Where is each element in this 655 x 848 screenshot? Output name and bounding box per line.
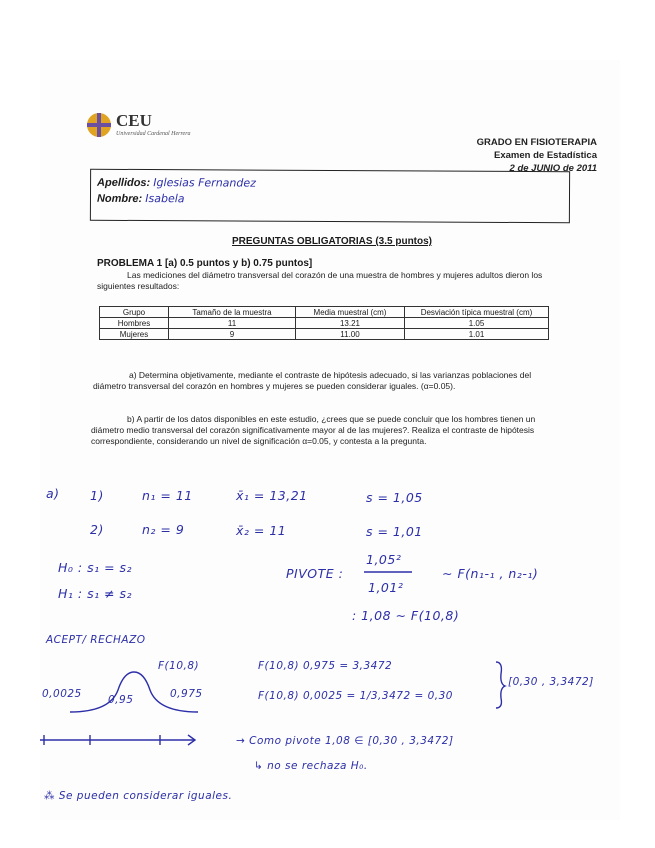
alt-hypothesis: H₁ : s₁ ≠ s₂: [58, 586, 133, 601]
row1-index: 1): [90, 488, 104, 503]
pivote-denominator: 1,01²: [368, 580, 404, 595]
logo-subtitle: Universidad Cardenal Herrera: [116, 131, 191, 137]
table-header: Media muestral (cm): [296, 307, 405, 318]
n2-value: n₂ = 9: [142, 522, 185, 537]
right-brace: [496, 662, 505, 708]
center-area: 0,95: [108, 694, 134, 706]
table-cell: 11: [169, 318, 296, 329]
f-distribution-curve: [70, 672, 198, 712]
alpha-left-area: 0,0025: [42, 688, 82, 700]
surname-value: Iglesias Fernandez: [153, 176, 256, 190]
accept-reject-label: ACEPT/ RECHAZO: [46, 634, 146, 646]
table-cell: Hombres: [100, 318, 169, 329]
exam-date: 2 de JUNIO de 2011: [509, 163, 597, 174]
f-upper: F(10,8) 0,975 = 3,3472: [258, 660, 393, 672]
table-cell: Mujeres: [100, 329, 169, 340]
conclusion-line1: → Como pivote 1,08 ∈ [0,30 , 3,3472]: [236, 735, 454, 747]
surname-label: Apellidos:: [97, 176, 151, 190]
conclusion-line2: ↳ no se rechaza H₀.: [254, 760, 368, 772]
final-answer: ⁂ Se pueden considerar iguales.: [44, 790, 233, 802]
logo-ceu-text: CEU: [116, 111, 152, 130]
pivote-value: : 1,08 ∼ F(10,8): [352, 608, 460, 623]
acceptance-interval: [0,30 , 3,3472]: [508, 676, 594, 688]
table-header: Grupo: [100, 307, 169, 318]
table-cell: 9: [169, 329, 296, 340]
name-value: Isabela: [145, 192, 185, 206]
table-header: Tamaño de la muestra: [169, 307, 296, 318]
curve-label: F(10,8): [158, 660, 200, 672]
problem-intro: Las mediciones del diámetro transversal del corazón de una muestra de hombres y mujeres adultos dieron los siguientes resultados:: [97, 270, 543, 291]
table-cell: 1.01: [405, 329, 549, 340]
f-lower: F(10,8) 0,0025 = 1/3,3472 = 0,30: [258, 690, 453, 702]
answer-part-a: a): [46, 486, 60, 501]
pivote-distribution: ∼ F(n₁-₁ , n₂-₁): [442, 566, 539, 581]
table-header: Desviación típica muestral (cm): [405, 307, 549, 318]
pivote-numerator: 1,05²: [366, 552, 402, 567]
x2-value: x̄₂ = 11: [236, 523, 287, 538]
row2-index: 2): [90, 522, 104, 537]
question-a: a) Determina objetivamente, mediante el contraste de hipótesis adecuado, si las varianzas poblaciones del diámetro transversal del corazón en hombres y mujeres se pueden considerar iguales. (α=0.05).: [93, 370, 532, 391]
pivote-label: PIVOTE :: [286, 566, 344, 581]
exam-name: Examen de Estadística: [494, 150, 597, 161]
table-cell: 1.05: [405, 318, 549, 329]
right-quantile: 0,975: [170, 688, 203, 700]
section-title: PREGUNTAS OBLIGATORIAS (3.5 puntos): [232, 236, 433, 247]
table-cell: 11.00: [296, 329, 405, 340]
question-b: b) A partir de los datos disponibles en este estudio, ¿crees que se puede concluir que los hombres tienen un diámetro medio transversal del corazón significativamente mayor al de las mujeres?. Realiza el contraste de hipótesis correspondiente, considerando un nivel de significación α=0.05, y contesta a la pregunta.: [91, 414, 536, 446]
s2-value: s = 1,01: [366, 524, 423, 539]
table-cell: 13.21: [296, 318, 405, 329]
name-label: Nombre:: [96, 192, 143, 206]
x1-value: x̄₁ = 13,21: [236, 488, 308, 503]
s1-value: s = 1,05: [366, 490, 423, 505]
n1-value: n₁ = 11: [142, 488, 193, 503]
program-name: GRADO EN FISIOTERAPIA: [476, 137, 597, 148]
problem-title: PROBLEMA 1 [a) 0.5 puntos y b) 0.75 puntos]: [97, 258, 313, 269]
null-hypothesis: H₀ : s₁ = s₂: [58, 560, 133, 575]
